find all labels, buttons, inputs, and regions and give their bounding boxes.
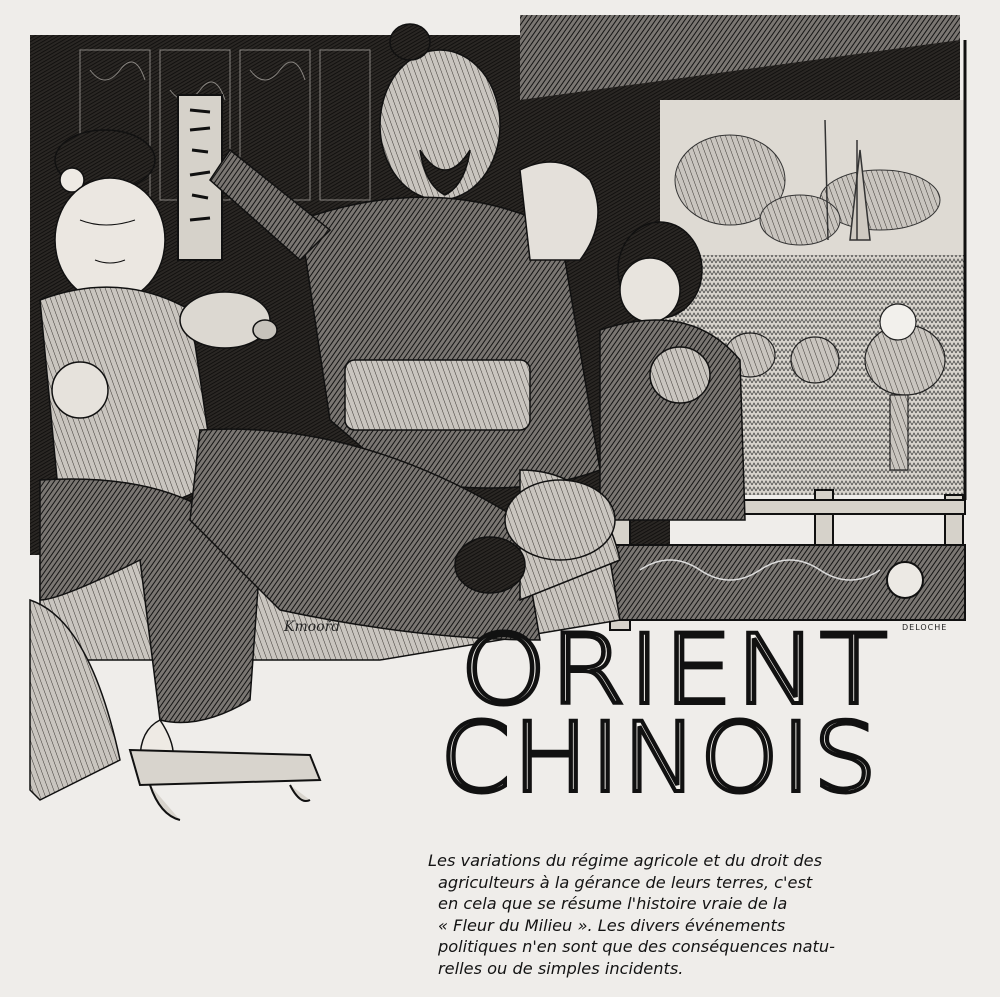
artist-signature-left: Kmoořd bbox=[284, 619, 341, 635]
caption-line: Les variations du régime agricole et du droit des bbox=[428, 851, 823, 870]
caption-line: politiques n'en sont que des conséquences natu- bbox=[438, 937, 835, 956]
caption-line: en cela que se résume l'histoire vraie de la bbox=[438, 894, 788, 913]
caption-line: « Fleur du Milieu ». Les divers événements bbox=[438, 915, 786, 935]
caption-line: agriculteurs à la gérance de leurs terres, c'est bbox=[438, 872, 813, 892]
footstool bbox=[130, 750, 320, 820]
title-line-orient: ORIENT bbox=[460, 614, 890, 726]
caption-line: relles ou de simples incidents. bbox=[438, 958, 684, 978]
title-line-chinois: CHINOIS bbox=[440, 702, 880, 814]
article-title bbox=[440, 610, 910, 814]
engraver-signature-right: DELOCHE bbox=[902, 623, 948, 632]
caption-paragraph bbox=[428, 850, 976, 979]
